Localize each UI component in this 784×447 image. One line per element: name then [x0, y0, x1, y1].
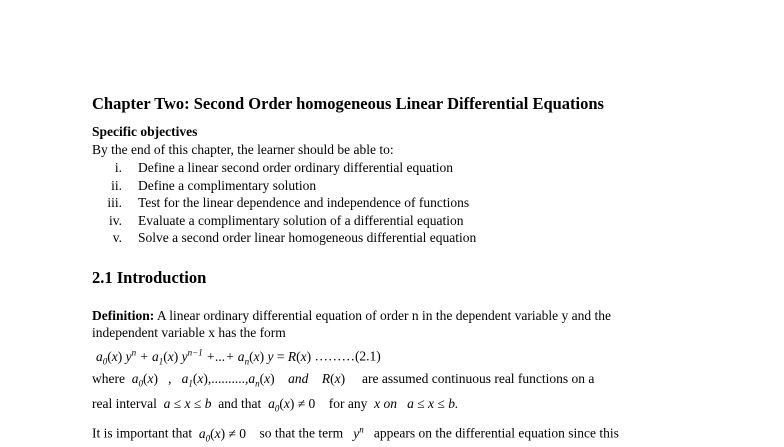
important-expr: $a_0(x) \ne 0$	[195, 425, 247, 444]
for-expr: x on a ≤ x ≤ b.	[370, 396, 459, 411]
list-item	[92, 212, 692, 230]
list-item-text: Solve a second order linear homogeneous differential equation	[138, 230, 477, 246]
list-item-number: ii.	[111, 177, 122, 193]
where-end: are assumed continuous real functions on a	[361, 371, 595, 386]
definition-line-1	[92, 307, 611, 324]
interval-start: real interval	[92, 396, 157, 411]
list-item	[92, 177, 692, 195]
list-item-number: v.	[112, 230, 122, 246]
list-item	[92, 194, 692, 212]
interval-mid: and that	[218, 396, 262, 411]
objectives-list	[92, 159, 692, 247]
where-r: R(x)	[311, 371, 346, 386]
equation-2-1	[96, 344, 381, 370]
definition-label: Definition:	[92, 308, 155, 323]
interval-expr: a ≤ x ≤ b	[160, 396, 215, 411]
list-item-text: Define a complimentary solution	[138, 177, 317, 193]
list-item-number: iii.	[107, 195, 122, 211]
objectives-heading: Specific objectives	[92, 124, 198, 139]
nonzero-expr: $a_0(x) \ne 0$	[264, 396, 316, 414]
important-line	[92, 421, 619, 447]
equation-formula: $a_0(x) y^n + a_1(x)$ $y^{n-1}$ +...+ $a_n(x) y = R(x)$	[96, 347, 312, 367]
list-item	[92, 159, 692, 177]
section-heading: 2.1 Introduction	[92, 268, 207, 287]
list-item-number: i.	[114, 160, 122, 175]
definition-text-1: A linear ordinary differential equation of order n in the dependent variable y and the	[154, 308, 611, 323]
equation-number: ………(2.1)	[314, 348, 381, 364]
term-expr: $y^n$	[346, 424, 364, 441]
where-and: and	[288, 371, 309, 386]
objectives-intro: By the end of this chapter, the learner should be able to:	[92, 142, 394, 157]
important-end: appears on the differential equation since this	[373, 425, 619, 441]
interval-for: for any	[328, 396, 368, 411]
important-mid: so that the term	[259, 425, 344, 441]
interval-line	[92, 395, 458, 418]
definition-line-2: independent variable x has the form	[92, 325, 286, 340]
where-line	[92, 370, 594, 393]
list-item-text: Test for the linear dependence and independence of functions	[138, 195, 470, 211]
list-item-number: iv.	[109, 212, 122, 228]
where-word: where	[92, 371, 125, 386]
important-start: It is important that	[92, 425, 193, 441]
list-item-text: Define a linear second order ordinary differential equation	[138, 160, 453, 175]
chapter-title: Chapter Two: Second Order homogeneous Linear Differential Equations	[92, 94, 604, 113]
list-item	[92, 229, 692, 247]
where-functions: $a_0(x)$ , $a_1(x),..........,a_n(x)$	[128, 371, 275, 389]
list-item-text: Evaluate a complimentary solution of a differential equation	[138, 212, 464, 228]
